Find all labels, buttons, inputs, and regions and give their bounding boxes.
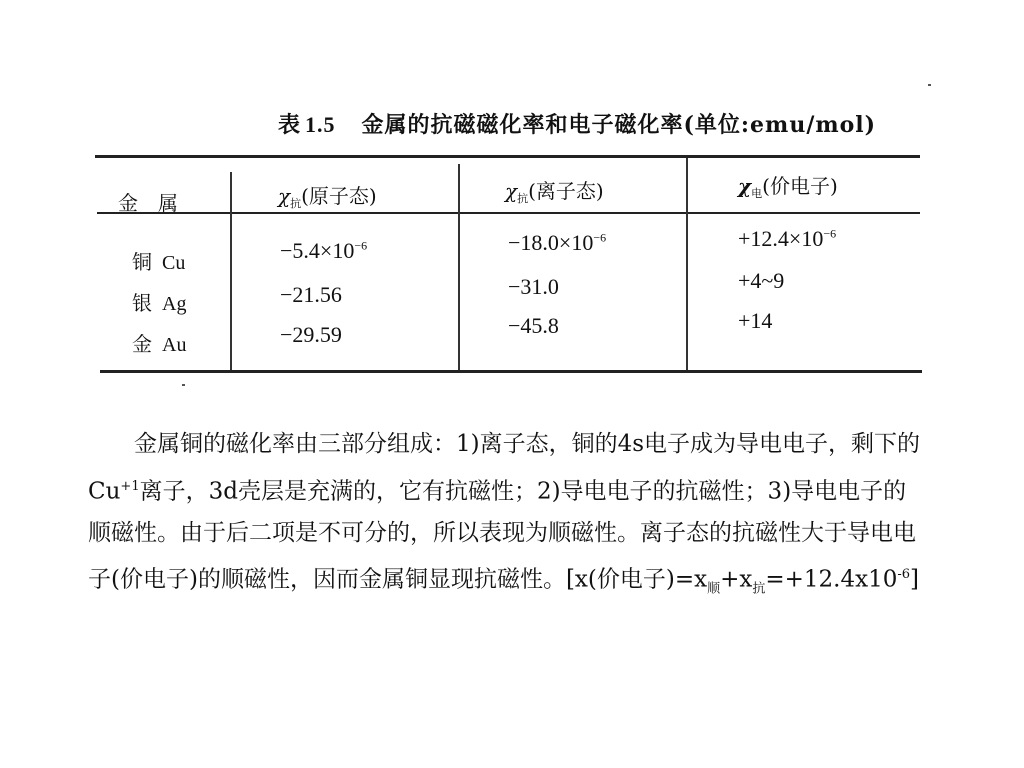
table-title-text: 金属的抗磁磁化率和电子磁化率(单位:emu/mol) xyxy=(361,112,877,138)
paragraph-text-5: ] xyxy=(910,566,920,593)
column-divider-3 xyxy=(686,158,688,370)
table-number: 1.5 xyxy=(305,112,336,137)
au-ionic-mantissa: −45.8 xyxy=(508,313,559,338)
cu-valence-mantissa: +12.4×10 xyxy=(738,226,824,251)
column-divider-1 xyxy=(230,172,232,370)
cu-valence-value xyxy=(738,226,836,252)
table-title xyxy=(278,108,876,139)
cu-atomic-mantissa: −5.4×10 xyxy=(280,238,355,263)
header-valence-electron xyxy=(738,170,838,201)
chi-subscript: 电 xyxy=(751,187,763,200)
ag-valence-value xyxy=(738,268,784,294)
metal-chinese-name: 银 xyxy=(132,291,152,315)
paragraph-text-4: =+12.4x10 xyxy=(765,566,898,593)
diamagnetic-subscript: 抗 xyxy=(752,581,766,597)
metal-symbol: Au xyxy=(162,334,187,356)
metal-cell-cu xyxy=(132,246,185,275)
table-header-rule xyxy=(97,212,920,214)
cu-ionic-exponent: −6 xyxy=(593,230,607,245)
header-ionic-label: (离子态) xyxy=(528,179,604,203)
chi-subscript: 抗 xyxy=(290,197,302,210)
header-metal xyxy=(118,187,178,216)
cu-ionic-mantissa: −18.0×10 xyxy=(508,230,594,255)
cu-atomic-exponent: −6 xyxy=(354,238,368,253)
chi-symbol: χ xyxy=(505,179,518,203)
scan-speck xyxy=(928,84,931,86)
ag-valence-mantissa: +4~9 xyxy=(738,268,785,293)
column-divider-2 xyxy=(458,164,460,370)
cu-atomic-value xyxy=(280,238,367,264)
cu-valence-exponent: −6 xyxy=(823,226,837,241)
header-atomic-label: (原子态) xyxy=(301,184,377,208)
table-top-rule xyxy=(95,155,920,158)
header-atomic-state xyxy=(278,180,377,211)
ag-atomic-mantissa: −21.56 xyxy=(280,282,342,307)
au-ionic-value xyxy=(508,313,559,339)
chi-symbol: χ xyxy=(738,174,752,198)
table-title-prefix: 表 xyxy=(278,112,302,138)
metal-cell-au xyxy=(132,328,186,357)
chi-subscript: 抗 xyxy=(517,192,529,205)
explanation-paragraph xyxy=(88,424,923,610)
ag-ionic-value xyxy=(508,274,559,300)
au-atomic-value xyxy=(280,322,342,348)
metal-symbol: Ag xyxy=(162,293,187,315)
ion-charge-superscript: +1 xyxy=(120,478,140,494)
header-metal-label: 金 属 xyxy=(118,191,178,215)
metal-chinese-name: 铜 xyxy=(132,250,152,274)
au-valence-value xyxy=(738,308,772,334)
chi-symbol: χ xyxy=(278,184,291,208)
paragraph-text-2: 离子，3d壳层是充满的，它有抗磁性；2)导电电子的抗磁性；3)导电电子的顺磁性。由于后二项是不可分的，所以表现为顺磁性。离子态的抗磁性大于导电电子(价电子)的顺磁性，因而金属铜显现抗磁性。[x(价电子)=x xyxy=(88,478,916,593)
au-valence-mantissa: +14 xyxy=(738,308,773,333)
paragraph-text-1: 金属铜的磁化率由三部分组成：1)离子态，铜的4s电子成为导电电子，剩下的Cu xyxy=(88,431,921,505)
cu-ionic-value xyxy=(508,230,606,256)
metal-symbol: Cu xyxy=(162,252,186,274)
header-valence-label: (价电子) xyxy=(762,174,838,198)
au-atomic-mantissa: −29.59 xyxy=(280,322,342,347)
metal-chinese-name: 金 xyxy=(132,332,152,356)
paragraph-text-3: +x xyxy=(720,566,753,593)
exponent-superscript: -6 xyxy=(897,567,911,583)
paramagnetic-subscript: 顺 xyxy=(707,581,721,597)
header-ionic-state xyxy=(505,175,604,206)
ag-atomic-value xyxy=(280,282,342,308)
scan-speck xyxy=(182,384,185,386)
table-bottom-rule xyxy=(100,370,922,373)
metal-cell-ag xyxy=(132,287,186,316)
ag-ionic-mantissa: −31.0 xyxy=(508,274,559,299)
